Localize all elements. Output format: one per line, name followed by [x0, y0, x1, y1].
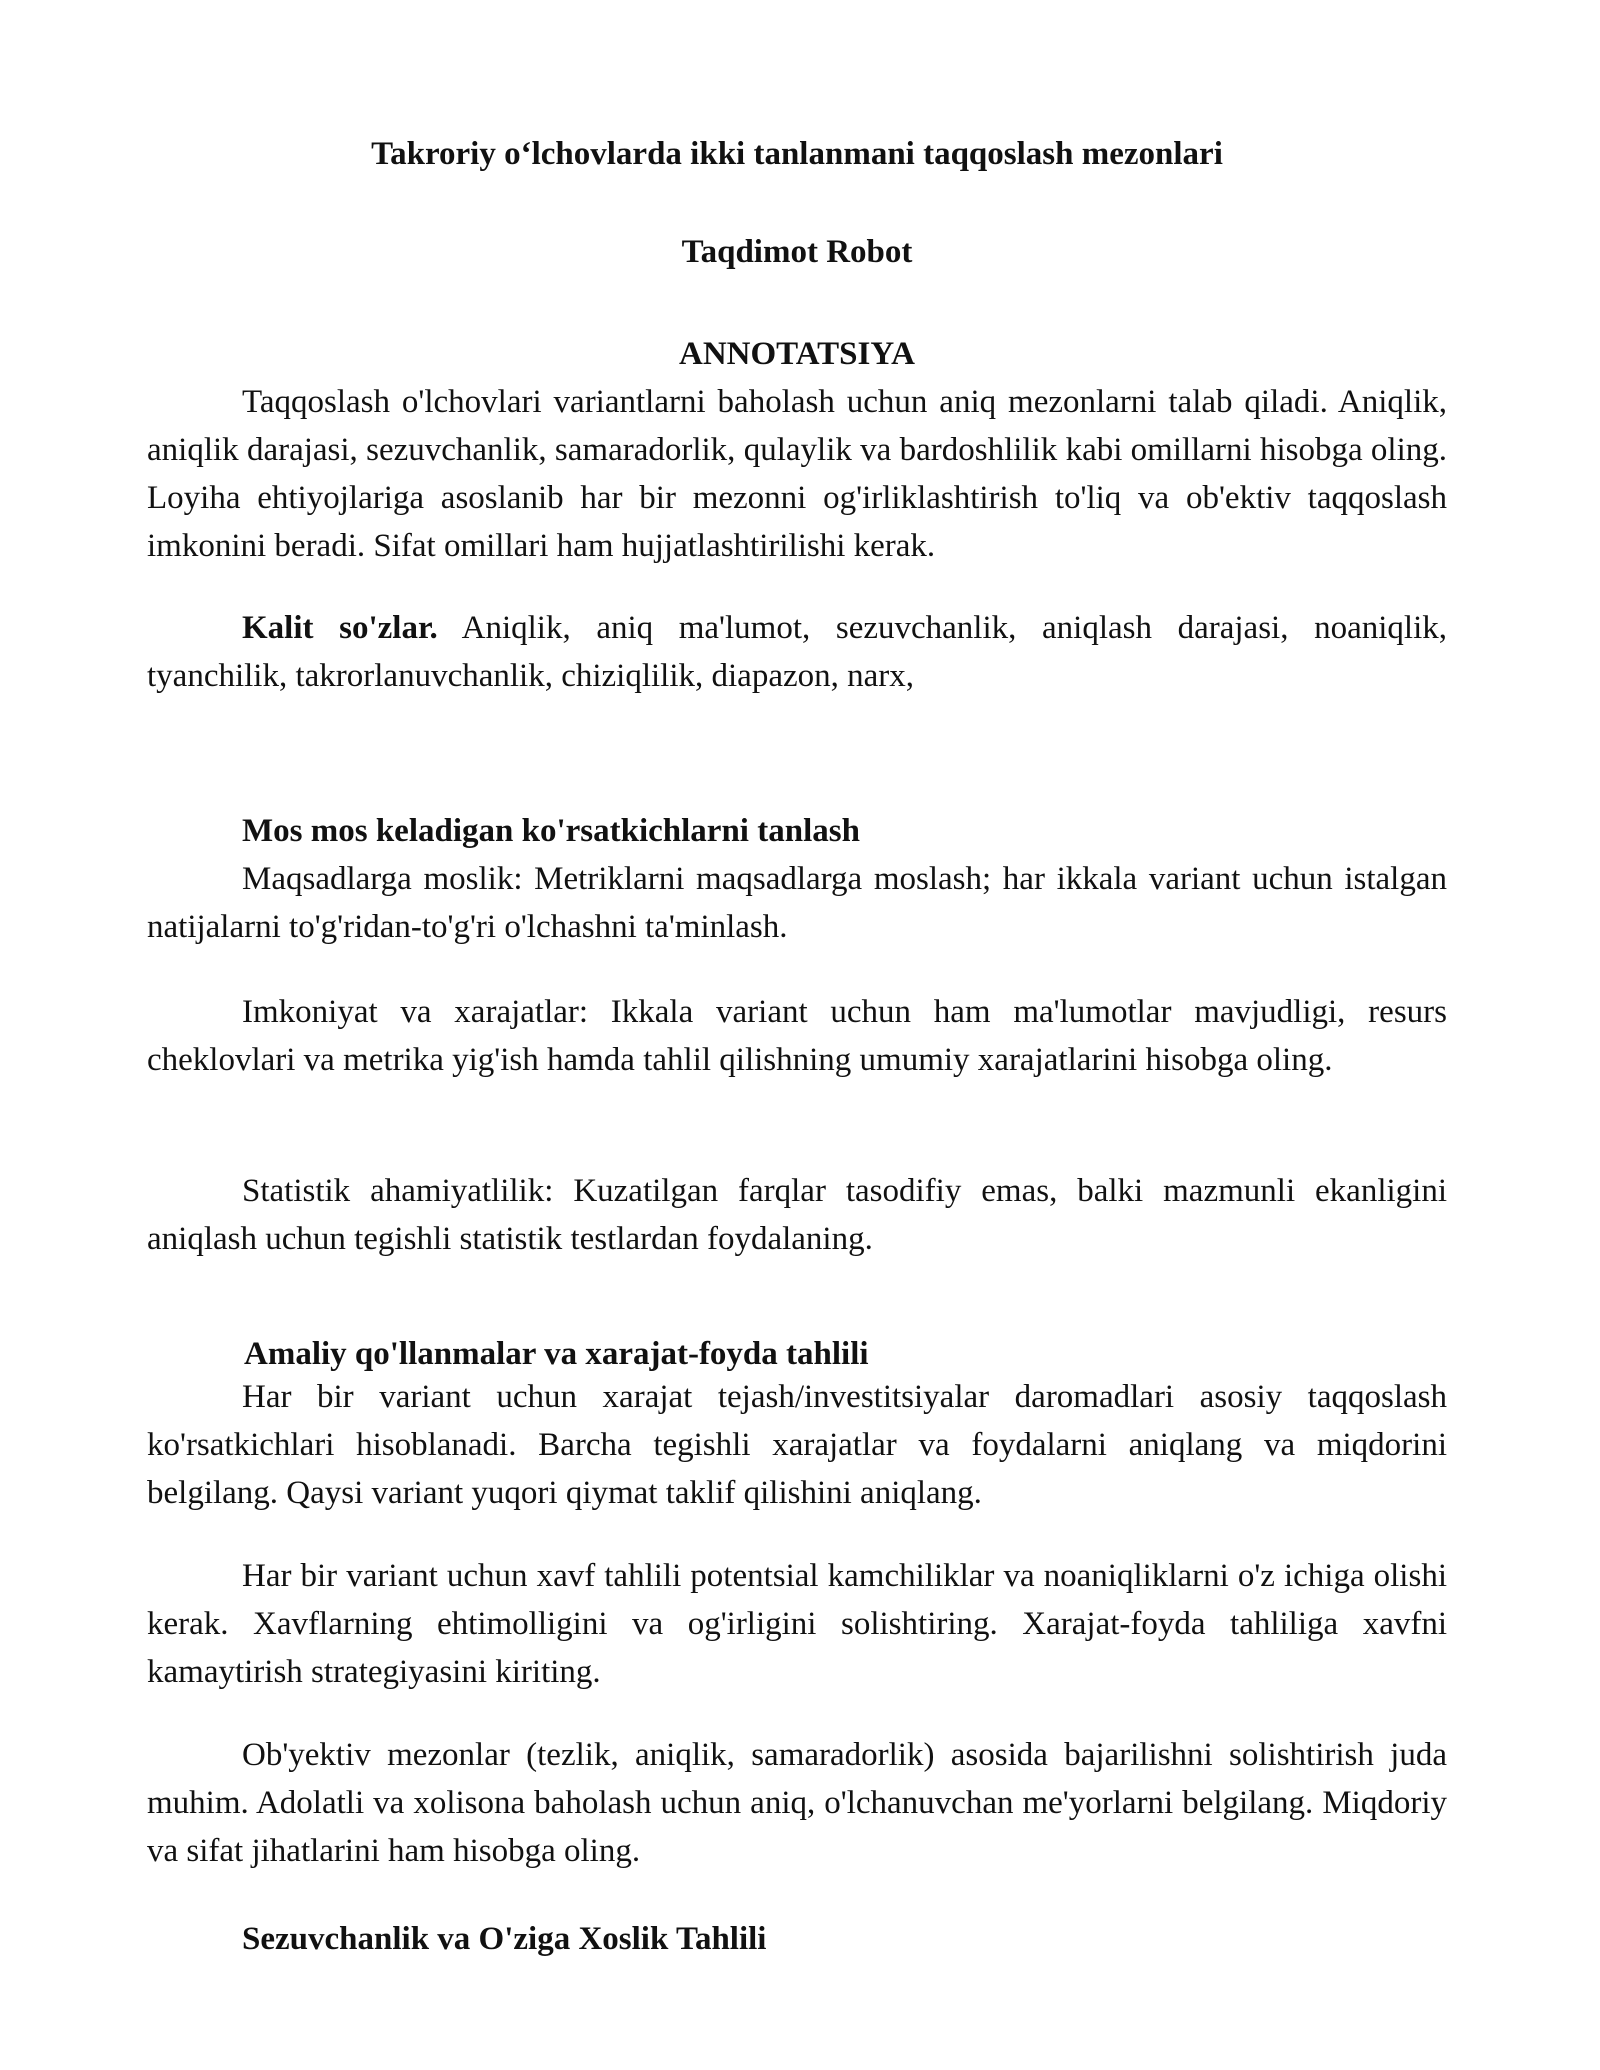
keywords-label: Kalit so'zlar.: [242, 610, 438, 646]
section-heading: Sezuvchanlik va O'ziga Xoslik Tahlili: [242, 1921, 767, 1957]
keywords-paragraph: [147, 604, 1447, 700]
section-heading: Mos mos keladigan ko'rsatkichlarni tanlash: [242, 813, 860, 849]
section-paragraph: Ob'yektiv mezonlar (tezlik, aniqlik, samaradorlik) asosida bajarilishni solishtirish juda muhim. Adolatli va xolisona baholash uchun aniq, o'lchanuvchan me'yorlarni belgilang. Miqdoriy va sifat jihatlarini ham hisobga oling.: [147, 1737, 1447, 1869]
section-paragraph: Maqsadlarga moslik: Metriklarni maqsadlarga moslash; har ikkala variant uchun istalgan natijalarni to'g'ridan-to'g'ri o'lchashni ta'minlash.: [147, 861, 1447, 945]
keywords-text: Aniqlik, aniq ma'lumot, sezuvchanlik, aniqlash darajasi, noaniqlik, tyanchilik, takrorlanuvchanlik, chiziqlilik, diapazon, narx,: [147, 610, 1447, 694]
section-paragraph: Imkoniyat va xarajatlar: Ikkala variant uchun ham ma'lumotlar mavjudligi, resurs cheklovlari va metrika yig'ish hamda tahlil qilishning umumiy xarajatlarini hisobga oling.: [147, 994, 1447, 1078]
section-heading: Amaliy qo'llanmalar va xarajat-foyda tahlili: [244, 1336, 869, 1372]
abstract-text: Taqqoslash o'lchovlari variantlarni baholash uchun aniq mezonlarni talab qiladi. Aniqlik, aniqlik darajasi, sezuvchanlik, samaradorlik, qulaylik va bardoshlilik kabi omillarni hisobga oling. Loyiha ehtiyojlariga asoslanib har bir mezonni og'irliklashtirish to'liq va ob'ektiv taqqoslash imkonini beradi. Sifat omillari ham hujjatlashtirilishi kerak.: [147, 384, 1447, 564]
section-paragraph: Har bir variant uchun xavf tahlili potentsial kamchiliklar va noaniqliklarni o'z ichiga olishi kerak. Xavflarning ehtimolligini va og'irligini solishtiring. Xarajat-foyda tahliliga xavfni kamaytirish strategiyasini kiriting.: [147, 1558, 1447, 1690]
document-author: Taqdimot Robot: [681, 234, 913, 270]
document-title: Takroriy o‘lchovlarda ikki tanlanmani taqqoslash mezonlari: [371, 136, 1223, 172]
section-paragraph: Har bir variant uchun xarajat tejash/investitsiyalar daromadlari asosiy taqqoslash ko'rsatkichlari hisoblanadi. Barcha tegishli xarajatlar va foydalarni aniqlang va miqdorini belgilang. Qaysi variant yuqori qiymat taklif qilishini aniqlang.: [147, 1379, 1447, 1511]
section-paragraph: Statistik ahamiyatlilik: Kuzatilgan farqlar tasodifiy emas, balki mazmunli ekanligini aniqlash uchun tegishli statistik testlardan foydalaning.: [147, 1173, 1447, 1257]
abstract-heading: ANNOTATSIYA: [679, 336, 915, 372]
